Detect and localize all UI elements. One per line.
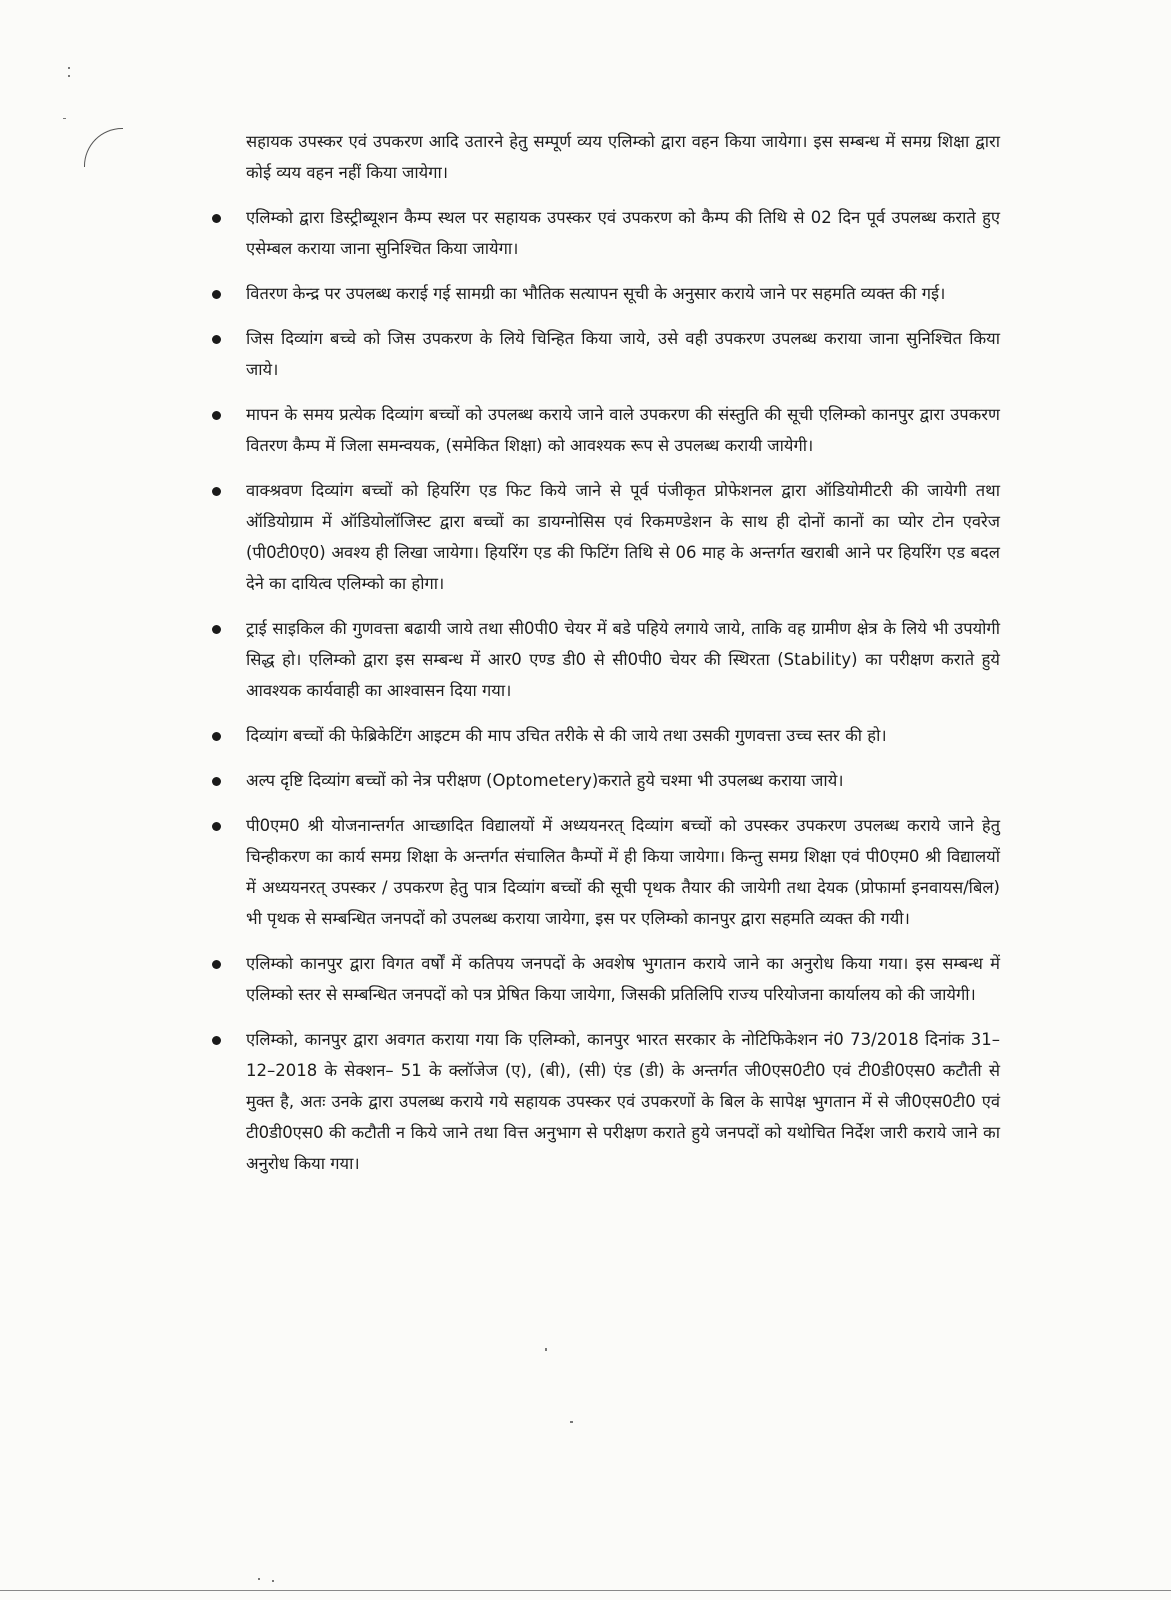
list-item-text: वाक्श्रवण दिव्यांग बच्चों को हियरिंग एड फिट किये जाने से पूर्व पंजीकृत प्रोफेशनल द्वारा ऑडियोमीटरी की जायेगी तथा ऑडियोग्राम में ऑडियोलॉजिस्ट द्वारा बच्चों का डायग्नोसिस एवं रिकमण्डेशन के साथ ही दोनों कानों का प्योर टोन एवरेज (पी0टी0ए0) अवश्य ही लिखा जायेगा। हियरिंग एड की फिटिंग तिथि से 06 माह के अन्तर्गत खराबी आने पर हियरिंग एड बदल देने का दायित्व एलिम्को का होगा। [246, 481, 1000, 593]
list-item-text: एलिम्को द्वारा डिस्ट्रीब्यूशन कैम्प स्थल पर सहायक उपस्कर एवं उपकरण को कैम्प की तिथि से 02 दिन पूर्व उपलब्ध कराते हुए एसेम्बल कराया जाना सुनिश्चित किया जायेगा। [246, 208, 1000, 258]
page-bottom-edge [0, 1590, 1171, 1591]
scan-speck [258, 1578, 260, 1580]
bullet-icon [212, 335, 221, 344]
scan-corner-mark [84, 128, 123, 167]
bullet-icon [212, 732, 221, 741]
bullet-icon [212, 214, 221, 223]
list-item [212, 810, 1000, 934]
scan-speck [63, 118, 66, 119]
list-item-text: पी0एम0 श्री योजनान्तर्गत आच्छादित विद्यालयों में अध्ययनरत् दिव्यांग बच्चों को उपस्कर उपकरण उपलब्ध कराये जाने हेतु चिन्हीकरण का कार्य समग्र शिक्षा के अन्तर्गत संचालित कैम्पों में ही किया जायेगा। किन्तु समग्र शिक्षा एवं पी0एम0 श्री विद्यालयों में अध्ययनरत् उपस्कर / उपकरण हेतु पात्र दिव्यांग बच्चों की सूची पृथक तैयार की जायेगी तथा देयक (प्रोफार्मा इनवायस/बिल) भी पृथक से सम्बन्धित जनपदों को उपलब्ध कराया जायेगा, इस पर एलिम्को कानपुर द्वारा सहमति व्यक्त की गयी। [246, 816, 1000, 928]
list-item [212, 323, 1000, 385]
list-item-text: दिव्यांग बच्चों की फेब्रिकेटिंग आइटम की माप उचित तरीके से की जाये तथा उसकी गुणवत्ता उच्च स्तर की हो। [246, 726, 887, 745]
list-item [212, 399, 1000, 461]
bullet-icon [212, 290, 221, 299]
document-body [212, 126, 1000, 1193]
scan-speck [570, 1421, 573, 1423]
list-item [212, 613, 1000, 706]
scan-speck [68, 75, 70, 77]
list-item [212, 765, 1000, 796]
bullet-icon [212, 960, 221, 969]
bullet-icon [212, 411, 221, 420]
bullet-icon [212, 487, 221, 496]
list-item-text: वितरण केन्द्र पर उपलब्ध कराई गई सामग्री का भौतिक सत्यापन सूची के अनुसार कराये जाने पर सहमति व्यक्त की गई। [246, 284, 946, 303]
scan-speck [272, 1580, 274, 1582]
list-item-text: जिस दिव्यांग बच्चे को जिस उपकरण के लिये चिन्हित किया जाये, उसे वही उपकरण उपलब्ध कराया जाना सुनिश्चित किया जाये। [246, 329, 1000, 379]
scan-speck [545, 1348, 547, 1351]
list-item [212, 278, 1000, 309]
list-item-text: ट्राई साइकिल की गुणवत्ता बढायी जाये तथा सी0पी0 चेयर में बडे पहिये लगाये जाये, ताकि वह ग्रामीण क्षेत्र के लिये भी उपयोगी सिद्ध हो। एलिम्को द्वारा इस सम्बन्ध में आर0 एण्ड डी0 से सी0पी0 चेयर की स्थिरता (Stability) का परीक्षण कराते हुये आवश्यक कार्यवाही का आश्वासन दिया गया। [246, 619, 1000, 700]
intro-paragraph: सहायक उपस्कर एवं उपकरण आदि उतारने हेतु सम्पूर्ण व्यय एलिम्को द्वारा वहन किया जायेगा। इस सम्बन्ध में समग्र शिक्षा द्वारा कोई व्यय वहन नहीं किया जायेगा। [246, 132, 1000, 182]
list-item-text: मापन के समय प्रत्येक दिव्यांग बच्चों को उपलब्ध कराये जाने वाले उपकरण की संस्तुति की सूची एलिम्को कानपुर द्वारा उपकरण वितरण कैम्प में जिला समन्वयक, (समेकित शिक्षा) को आवश्यक रूप से उपलब्ध करायी जायेगी। [246, 405, 1000, 455]
list-item-text: एलिम्को, कानपुर द्वारा अवगत कराया गया कि एलिम्को, कानपुर भारत सरकार के नोटिफिकेशन नं0 73/2018 दिनांक 31–12–2018 के सेक्शन– 51 के क्लॉजेज (ए), (बी), (सी) एंड (डी) के अन्तर्गत जी0एस0टी0 एवं टी0डी0एस0 कटौती से मुक्त है, अतः उनके द्वारा उपलब्ध कराये गये सहायक उपस्कर एवं उपकरणों के बिल के सापेक्ष भुगतान में से जी0एस0टी0 एवं टी0डी0एस0 की कटौती न किये जाने तथा वित्त अनुभाग से परीक्षण कराते हुये जनपदों को यथोचित निर्देश जारी कराये जाने का अनुरोध किया गया। [246, 1030, 1000, 1173]
scan-speck [68, 67, 70, 69]
list-item-text: एलिम्को कानपुर द्वारा विगत वर्षों में कतिपय जनपदों के अवशेष भुगतान कराये जाने का अनुरोध किया गया। इस सम्बन्ध में एलिम्को स्तर से सम्बन्धित जनपदों को पत्र प्रेषित किया जायेगा, जिसकी प्रतिलिपि राज्य परियोजना कार्यालय को की जायेगी। [246, 954, 1000, 1004]
list-item [212, 202, 1000, 264]
bullet-icon [212, 777, 221, 786]
bullet-list [212, 202, 1000, 1179]
list-item [212, 475, 1000, 599]
bullet-icon [212, 1036, 221, 1045]
list-item-text: अल्प दृष्टि दिव्यांग बच्चों को नेत्र परीक्षण (Optometery)कराते हुये चश्मा भी उपलब्ध कराया जाये। [246, 771, 844, 790]
bullet-icon [212, 625, 221, 634]
list-item [212, 948, 1000, 1010]
list-item [212, 720, 1000, 751]
list-item [212, 1024, 1000, 1179]
bullet-icon [212, 822, 221, 831]
